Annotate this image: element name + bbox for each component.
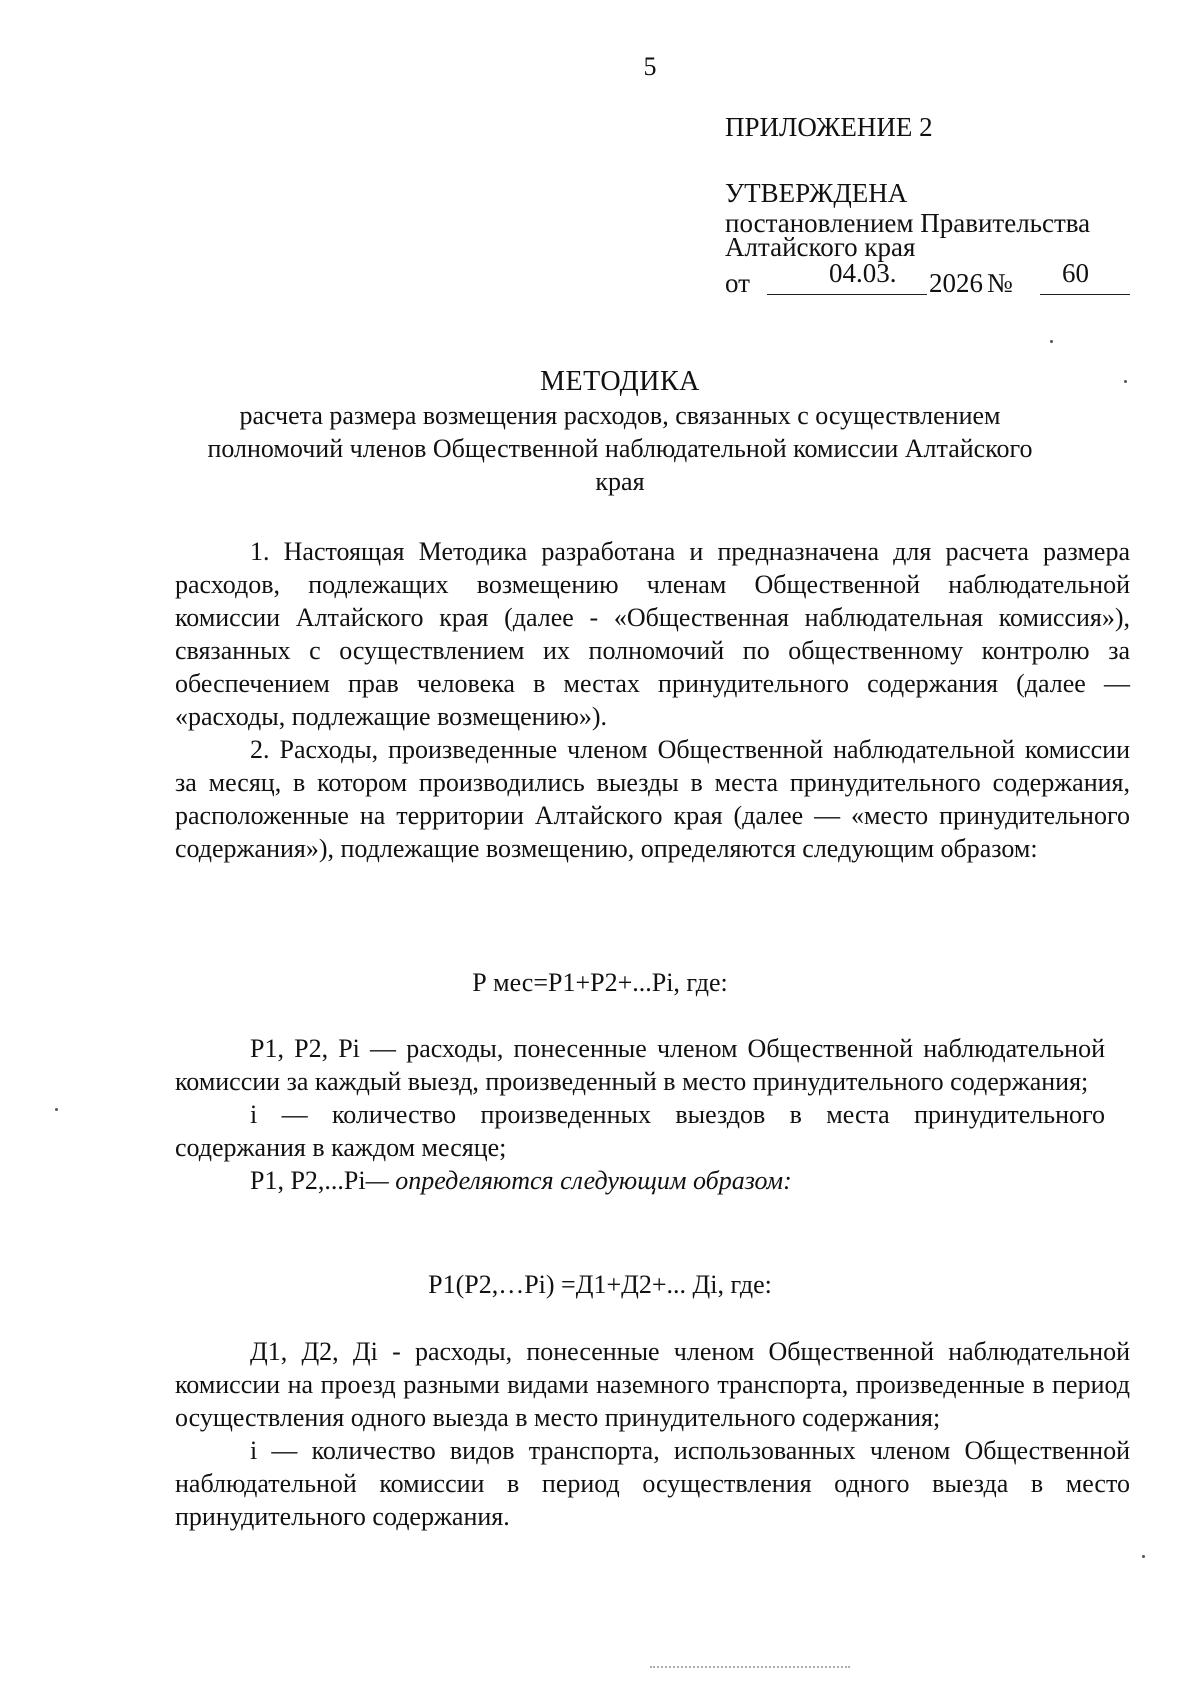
scan-speck	[55, 1108, 58, 1111]
formula-trip-expenses: Р1(Р2,…Рi) =Д1+Д2+... Дi, где:	[428, 1270, 772, 1299]
number-blank	[1040, 258, 1130, 295]
handwritten-date: 04.03.	[829, 258, 897, 288]
scan-speck	[1124, 380, 1127, 383]
page-number: 5	[643, 52, 657, 81]
approved-by-line-1: постановлением Правительства	[725, 208, 1091, 238]
formula-monthly-expenses: Р мес=Р1+Р2+...Рi, где:	[472, 968, 728, 997]
scan-speck	[1050, 340, 1053, 343]
year: 2026	[929, 268, 983, 298]
appendix-label: ПРИЛОЖЕНИЕ 2	[725, 112, 933, 142]
document-subtitle: расчета размера возмещения расходов, связанных с осуществлением полномочий членов Общественной наблюдательной комиссии Алтайского края	[207, 401, 1033, 496]
approved-label: УТВЕРЖДЕНА	[725, 178, 908, 208]
paragraph-2: 2. Расходы, произведенные членом Общественной наблюдательной комиссии за месяц, в котором производились выезды в места принудительного содержания, расположенные на территории Алтайского края (далее — «место принудительного содержания»), подлежащие возмещению, определяются следующим образом:	[175, 735, 1130, 863]
definition-i-trips: i — количество произведенных выездов в места принудительного содержания в каждом месяце;	[175, 1100, 1105, 1162]
faint-stamp-mark	[650, 1666, 850, 1682]
definition-i-transport: i — количество видов транспорта, использованных членом Общественной наблюдательной комиссии в период осуществления одного выезда в место принудительного содержания.	[175, 1436, 1130, 1531]
definition-p-method-prefix: Р1, Р2,...Рi	[250, 1166, 366, 1195]
definition-d-transport: Д1, Д2, Дi - расходы, понесенные членом Общественной наблюдательной комиссии на проезд разными видами наземного транспорта, произведенные в период осуществления одного выезда в место принудительного содержания;	[175, 1337, 1130, 1432]
approved-by-line-2: Алтайского края	[725, 232, 916, 262]
handwritten-number: 60	[1062, 258, 1089, 288]
main-paragraphs	[175, 535, 1130, 865]
paragraph-1: 1. Настоящая Методика разработана и предназначена для расчета размера расходов, подлежащих возмещению членам Общественной наблюдательной комиссии Алтайского края (далее - «Общественная наблюдательная комиссия»), связанных с осуществлением их полномочий по общественному контролю за обеспечением прав человека в местах принудительного содержания (далее — «расходы, подлежащие возмещению»).	[175, 537, 1130, 731]
document-title-block	[180, 365, 1060, 498]
definition-p-method	[175, 1164, 1105, 1197]
definition-p-method-rest: — определяются следующим образом:	[365, 1166, 792, 1195]
date-prefix: от	[725, 268, 750, 298]
scan-speck	[1142, 1555, 1145, 1558]
definitions-2	[175, 1335, 1130, 1533]
number-sign: №	[987, 268, 1013, 298]
definition-p-trips: Р1, Р2, Рi — расходы, понесенные членом Общественной наблюдательной комиссии за каждый выезд, произведенный в место принудительного содержания;	[175, 1034, 1105, 1096]
approval-block	[725, 178, 1165, 262]
document-title: МЕТОДИКА	[540, 366, 700, 397]
date-blank	[767, 258, 927, 295]
resolution-date-line	[725, 258, 1135, 298]
definitions-1	[175, 1032, 1105, 1197]
